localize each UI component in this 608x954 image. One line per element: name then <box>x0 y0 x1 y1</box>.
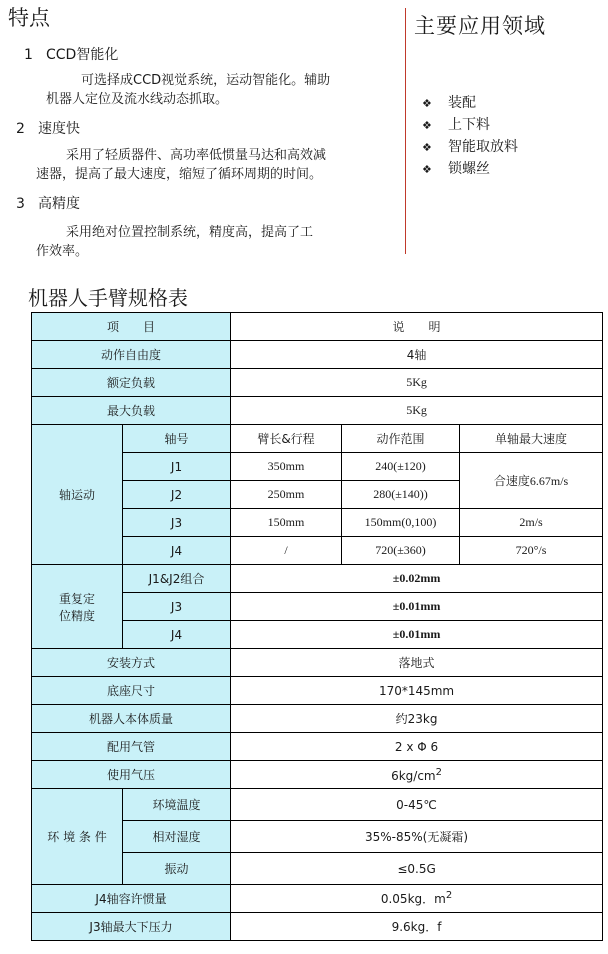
feature-3-title: 高精度 <box>38 196 80 212</box>
row-label: 振动 <box>123 853 231 885</box>
speed-cell: 720°/s <box>460 537 603 565</box>
feature-3-heading <box>16 193 80 213</box>
axis-cell: J2 <box>123 481 231 509</box>
row-value: 5Kg <box>231 369 603 397</box>
row-value: ±0.02mm <box>231 565 603 593</box>
column-header: 臂长&行程 <box>231 425 342 453</box>
feature-2-desc-line1: 采用了轻质器件、高功率低惯量马达和高效减 <box>66 148 327 163</box>
row-value: 2 x Φ 6 <box>231 733 603 761</box>
table-row <box>32 649 603 677</box>
table-row <box>32 565 603 593</box>
diamond-bullet-icon: ❖ <box>422 119 432 132</box>
table-row <box>32 369 603 397</box>
row-label: 底座尺寸 <box>32 677 231 705</box>
feature-2-desc-line2: 速器，提高了最大速度，缩短了循环周期的时间。 <box>36 167 323 182</box>
superscript: 2 <box>435 766 442 778</box>
table-row <box>32 677 603 705</box>
diamond-bullet-icon: ❖ <box>422 141 432 154</box>
arm-cell: 350mm <box>231 453 342 481</box>
row-value: 4轴 <box>231 341 603 369</box>
axis-cell: J3 <box>123 593 231 621</box>
axis-cell: J1 <box>123 453 231 481</box>
axis-cell: J3 <box>123 509 231 537</box>
column-header: 动作范围 <box>342 425 460 453</box>
axis-motion-label: 轴运动 <box>32 425 123 565</box>
row-label: J3轴最大下压力 <box>32 913 231 941</box>
applications-title: 主要应用领域 <box>414 14 546 38</box>
row-value: 0-45℃ <box>231 789 603 821</box>
row-value: 9.6kg．f <box>231 913 603 941</box>
table-row <box>32 397 603 425</box>
feature-3-desc-line2: 作效率。 <box>36 244 89 259</box>
application-item <box>422 158 518 180</box>
feature-1-heading <box>24 44 118 64</box>
spec-table-title: 机器人手臂规格表 <box>28 286 188 310</box>
row-value: 约23kg <box>231 705 603 733</box>
table-row <box>32 761 603 789</box>
header-description: 说 明 <box>231 313 603 341</box>
feature-1-description <box>46 71 330 109</box>
axis-cell: J4 <box>123 537 231 565</box>
row-value: 5Kg <box>231 397 603 425</box>
application-item <box>422 92 518 114</box>
row-label: 环境温度 <box>123 789 231 821</box>
table-header-row <box>32 313 603 341</box>
feature-1-number: 1 <box>24 47 33 63</box>
header-item: 项 目 <box>32 313 231 341</box>
row-label: J4轴容许惯量 <box>32 885 231 913</box>
row-value: ≤0.5G <box>231 853 603 885</box>
repeatability-label <box>32 565 123 649</box>
feature-1-desc-line1: 可选择成CCD视觉系统，运动智能化。辅助 <box>81 73 331 88</box>
application-label: 装配 <box>448 95 476 111</box>
feature-1-title: CCD智能化 <box>46 47 119 63</box>
feature-2-number: 2 <box>16 121 25 137</box>
row-label: 额定负载 <box>32 369 231 397</box>
range-cell: 280(±140)) <box>342 481 460 509</box>
features-title: 特点 <box>8 6 50 30</box>
row-value: 落地式 <box>231 649 603 677</box>
feature-2-description <box>36 146 326 184</box>
row-label: 机器人本体质量 <box>32 705 231 733</box>
row-label: 配用气管 <box>32 733 231 761</box>
row-value: ±0.01mm <box>231 621 603 649</box>
superscript: 2 <box>445 890 453 901</box>
table-row <box>32 789 603 821</box>
row-value: 35%-85%(无凝霜) <box>231 821 603 853</box>
feature-3-number: 3 <box>16 196 25 212</box>
applications-list <box>422 92 518 180</box>
column-divider <box>405 8 406 254</box>
environment-label: 环 境 条 件 <box>32 789 123 885</box>
application-label: 上下料 <box>448 117 490 133</box>
feature-2-heading <box>16 118 80 138</box>
row-label: 动作自由度 <box>32 341 231 369</box>
arm-cell: 250mm <box>231 481 342 509</box>
row-value: 170*145mm <box>231 677 603 705</box>
speed-cell: 合速度6.67m/s <box>460 453 603 509</box>
axis-cell: J1&J2组合 <box>123 565 231 593</box>
table-row <box>32 425 603 453</box>
air-pressure-value: 6kg/cm <box>391 768 436 783</box>
arm-cell: / <box>231 537 342 565</box>
row-value <box>231 761 603 789</box>
row-value <box>231 885 603 913</box>
diamond-bullet-icon: ❖ <box>422 97 432 110</box>
row-label: 使用气压 <box>32 761 231 789</box>
repeatability-label-line1: 重复定 <box>58 591 95 606</box>
spec-table <box>31 312 603 941</box>
range-cell: 240(±120) <box>342 453 460 481</box>
application-label: 智能取放料 <box>448 139 518 155</box>
row-value: ±0.01mm <box>231 593 603 621</box>
speed-cell: 2m/s <box>460 509 603 537</box>
column-header: 轴号 <box>123 425 231 453</box>
feature-3-desc-line1: 采用绝对位置控制系统，精度高，提高了工 <box>66 225 314 240</box>
inertia-value: 0.05kg．m <box>380 892 446 906</box>
table-row <box>32 885 603 913</box>
arm-cell: 150mm <box>231 509 342 537</box>
feature-1-desc-line2: 机器人定位及流水线动态抓取。 <box>46 92 229 107</box>
application-item <box>422 114 518 136</box>
diamond-bullet-icon: ❖ <box>422 163 432 176</box>
range-cell: 150mm(0,100) <box>342 509 460 537</box>
table-row <box>32 913 603 941</box>
column-header: 单轴最大速度 <box>460 425 603 453</box>
row-label: 安装方式 <box>32 649 231 677</box>
feature-3-description <box>36 223 313 261</box>
row-label: 相对湿度 <box>123 821 231 853</box>
table-row <box>32 341 603 369</box>
axis-cell: J4 <box>123 621 231 649</box>
table-row <box>32 733 603 761</box>
range-cell: 720(±360) <box>342 537 460 565</box>
application-label: 锁螺丝 <box>448 161 490 177</box>
row-label: 最大负载 <box>32 397 231 425</box>
application-item <box>422 136 518 158</box>
feature-2-title: 速度快 <box>38 121 80 137</box>
table-row <box>32 705 603 733</box>
repeatability-label-line2: 位精度 <box>58 608 95 623</box>
